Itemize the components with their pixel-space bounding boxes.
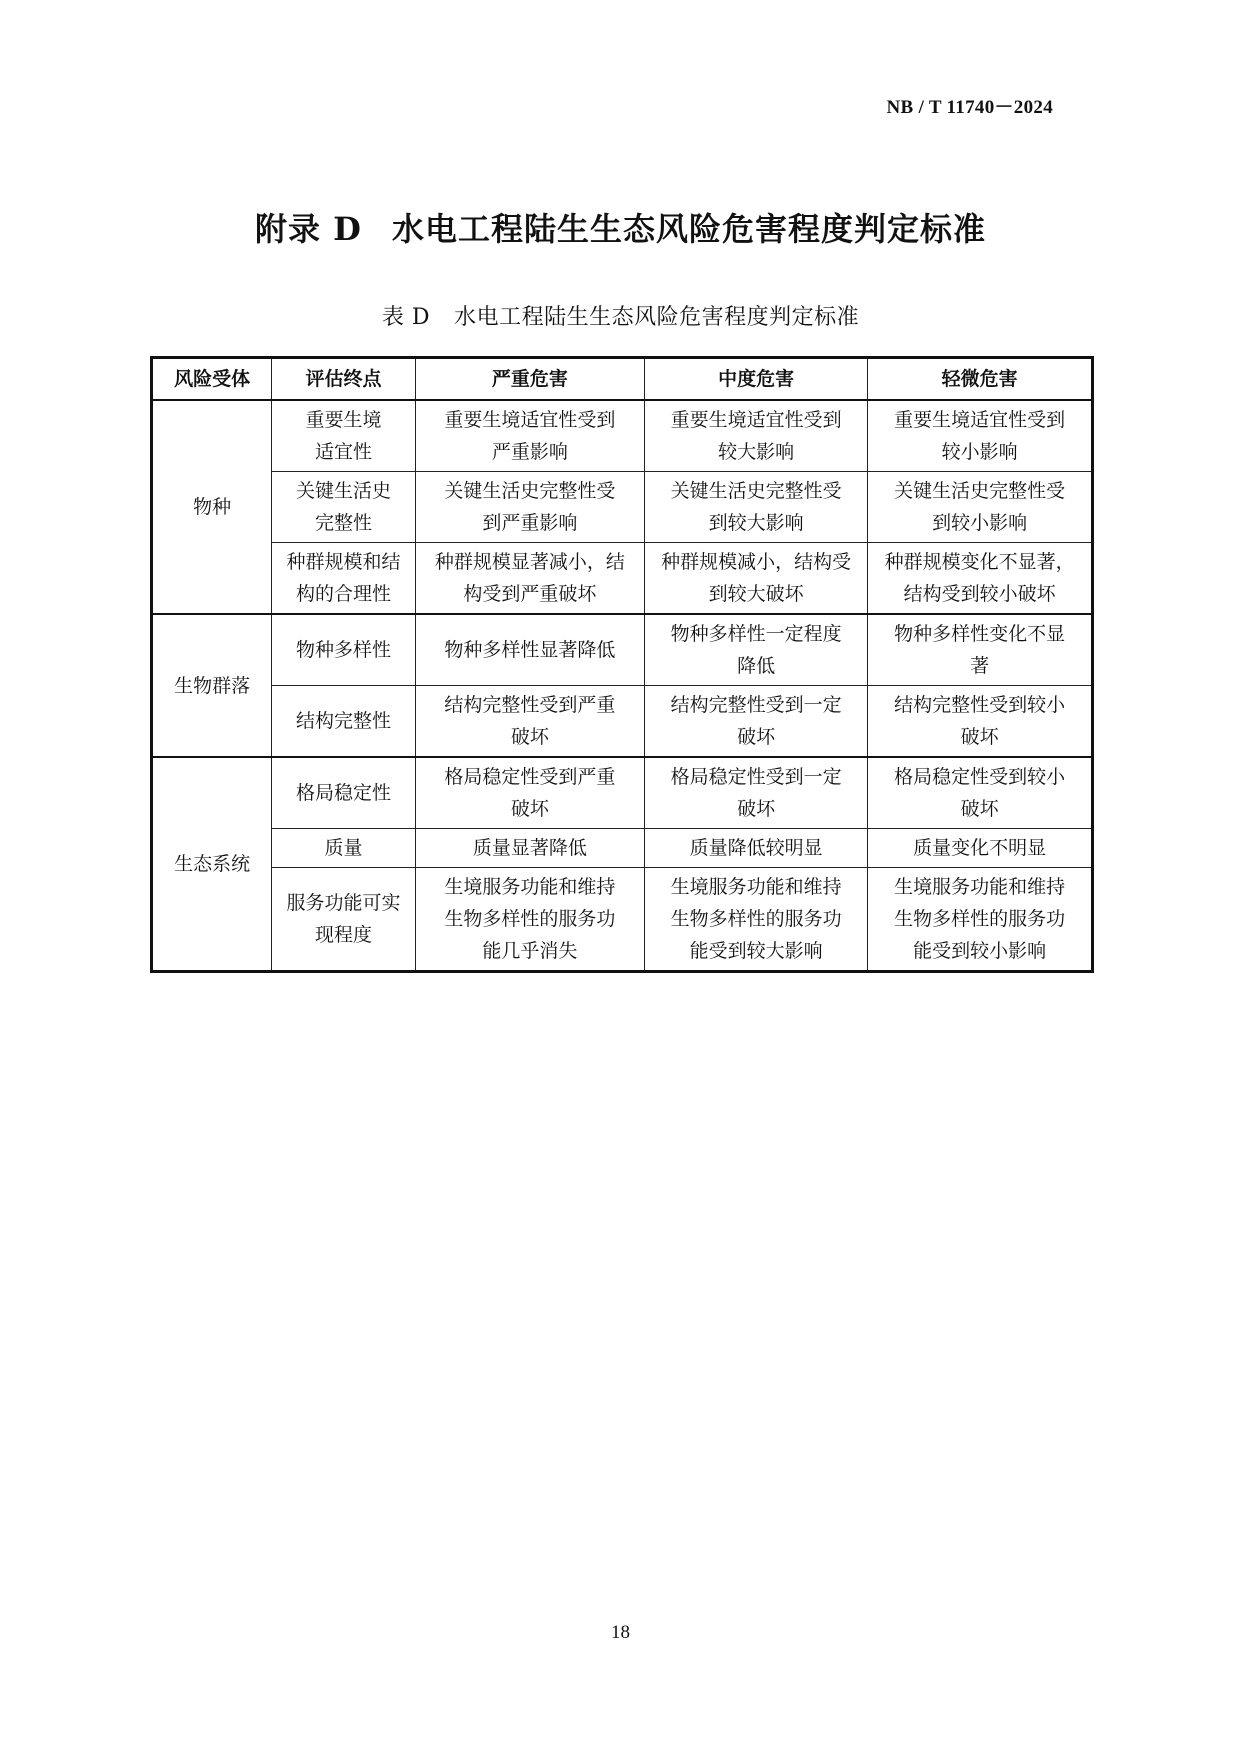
cell-line: 服务功能可实 (286, 892, 401, 914)
cell-line: 物种多样性 (295, 639, 391, 661)
moderate-hazard-cell (644, 543, 867, 615)
minor-hazard-cell (868, 543, 1093, 615)
table-row (152, 400, 1093, 472)
cell-line: 质量变化不明显 (913, 837, 1047, 859)
endpoint-cell (272, 868, 416, 972)
header-risk-receptor: 风险受体 (152, 358, 272, 401)
table-row (152, 868, 1093, 972)
cell-line: 破坏 (737, 798, 776, 820)
minor-hazard-cell (868, 829, 1093, 868)
cell-line: 格局稳定性 (295, 782, 391, 804)
minor-hazard-cell (868, 472, 1093, 543)
cell-line: 结构完整性 (295, 710, 391, 732)
minor-hazard-cell (868, 757, 1093, 829)
cell-line: 生物多样性的服务功 (670, 908, 842, 930)
cell-line: 种群规模显著减小，结 (434, 551, 625, 573)
endpoint-cell (272, 829, 416, 868)
cell-line: 物种多样性一定程度 (670, 623, 842, 645)
cell-line: 关键生活史完整性受 (894, 480, 1066, 502)
cell-line: 重要生境 (305, 409, 382, 431)
severe-hazard-cell (415, 829, 644, 868)
cell-line: 降低 (737, 655, 776, 677)
table-header-row (152, 358, 1093, 401)
cell-line: 能受到较大影响 (689, 940, 823, 962)
endpoint-cell (272, 686, 416, 758)
moderate-hazard-cell (644, 472, 867, 543)
minor-hazard-cell (868, 400, 1093, 472)
cell-line: 到较大影响 (708, 512, 804, 534)
table-row (152, 757, 1093, 829)
severe-hazard-cell (415, 400, 644, 472)
cell-line: 构的合理性 (295, 583, 391, 605)
severe-hazard-cell (415, 543, 644, 615)
header-assessment-endpoint: 评估终点 (272, 358, 416, 401)
cell-line: 格局稳定性受到一定 (670, 766, 842, 788)
header-moderate-hazard: 中度危害 (644, 358, 867, 401)
table-caption-label: 表 D (381, 305, 431, 330)
severe-hazard-cell (415, 614, 644, 686)
cell-line: 生境服务功能和维持 (894, 876, 1066, 898)
cell-line: 著 (970, 655, 990, 677)
endpoint-cell (272, 614, 416, 686)
appendix-title (0, 204, 1241, 250)
table-row (152, 543, 1093, 615)
appendix-title-text: 水电工程陆生生态风险危害程度判定标准 (391, 210, 986, 248)
cell-line: 到严重影响 (482, 512, 578, 534)
table-row (152, 686, 1093, 758)
cell-line: 质量显著降低 (472, 837, 587, 859)
cell-line: 能受到较小影响 (913, 940, 1047, 962)
severe-hazard-cell (415, 686, 644, 758)
table-row (152, 614, 1093, 686)
cell-line: 格局稳定性受到较小 (894, 766, 1066, 788)
moderate-hazard-cell (644, 614, 867, 686)
cell-line: 物种多样性变化不显 (894, 623, 1066, 645)
minor-hazard-cell (868, 868, 1093, 972)
risk-receptor-cell: 生物群落 (152, 614, 272, 757)
cell-line: 生物多样性的服务功 (444, 908, 616, 930)
cell-line: 关键生活史 (295, 480, 391, 502)
minor-hazard-cell (868, 686, 1093, 758)
cell-line: 较小影响 (941, 441, 1018, 463)
cell-line: 质量 (324, 837, 363, 859)
cell-line: 现程度 (314, 924, 372, 946)
moderate-hazard-cell (644, 757, 867, 829)
severe-hazard-cell (415, 868, 644, 972)
cell-line: 构受到严重破坏 (463, 583, 597, 605)
cell-line: 关键生活史完整性受 (670, 480, 842, 502)
endpoint-cell (272, 472, 416, 543)
cell-line: 生物多样性的服务功 (894, 908, 1066, 930)
cell-line: 能几乎消失 (482, 940, 578, 962)
cell-line: 较大影响 (718, 441, 795, 463)
cell-line: 重要生境适宜性受到 (670, 409, 842, 431)
cell-line: 种群规模变化不显著， (884, 551, 1075, 573)
table-row (152, 829, 1093, 868)
cell-line: 破坏 (960, 726, 999, 748)
endpoint-cell (272, 400, 416, 472)
moderate-hazard-cell (644, 868, 867, 972)
risk-receptor-cell: 生态系统 (152, 757, 272, 972)
cell-line: 生境服务功能和维持 (444, 876, 616, 898)
hazard-criteria-table (150, 356, 1094, 973)
cell-line: 结构完整性受到严重 (444, 694, 616, 716)
risk-receptor-cell: 物种 (152, 400, 272, 614)
page-number: 18 (611, 1622, 630, 1643)
cell-line: 严重影响 (491, 441, 568, 463)
table-row (152, 472, 1093, 543)
cell-line: 结构受到较小破坏 (903, 583, 1056, 605)
moderate-hazard-cell (644, 829, 867, 868)
endpoint-cell (272, 543, 416, 615)
cell-line: 适宜性 (314, 441, 372, 463)
cell-line: 物种多样性显著降低 (444, 639, 616, 661)
standard-code: NB / T 11740－2024 (886, 97, 1053, 118)
cell-line: 关键生活史完整性受 (444, 480, 616, 502)
cell-line: 破坏 (510, 798, 549, 820)
cell-line: 格局稳定性受到严重 (444, 766, 616, 788)
cell-line: 结构完整性受到一定 (670, 694, 842, 716)
cell-line: 质量降低较明显 (689, 837, 823, 859)
cell-line: 生境服务功能和维持 (670, 876, 842, 898)
moderate-hazard-cell (644, 686, 867, 758)
cell-line: 到较小影响 (932, 512, 1028, 534)
cell-line: 破坏 (960, 798, 999, 820)
cell-line: 到较大破坏 (708, 583, 804, 605)
severe-hazard-cell (415, 757, 644, 829)
severe-hazard-cell (415, 472, 644, 543)
cell-line: 种群规模减小，结构受 (661, 551, 852, 573)
cell-line: 破坏 (510, 726, 549, 748)
header-minor-hazard: 轻微危害 (868, 358, 1093, 401)
moderate-hazard-cell (644, 400, 867, 472)
table-caption-title: 水电工程陆生生态风险危害程度判定标准 (454, 305, 860, 330)
cell-line: 重要生境适宜性受到 (894, 409, 1066, 431)
cell-line: 重要生境适宜性受到 (444, 409, 616, 431)
endpoint-cell (272, 757, 416, 829)
table-body (152, 400, 1093, 972)
cell-line: 破坏 (737, 726, 776, 748)
header-severe-hazard: 严重危害 (415, 358, 644, 401)
appendix-label: 附录 D (255, 210, 362, 248)
cell-line: 完整性 (314, 512, 372, 534)
cell-line: 种群规模和结 (286, 551, 401, 573)
table-caption (0, 300, 1241, 331)
cell-line: 结构完整性受到较小 (894, 694, 1066, 716)
minor-hazard-cell (868, 614, 1093, 686)
